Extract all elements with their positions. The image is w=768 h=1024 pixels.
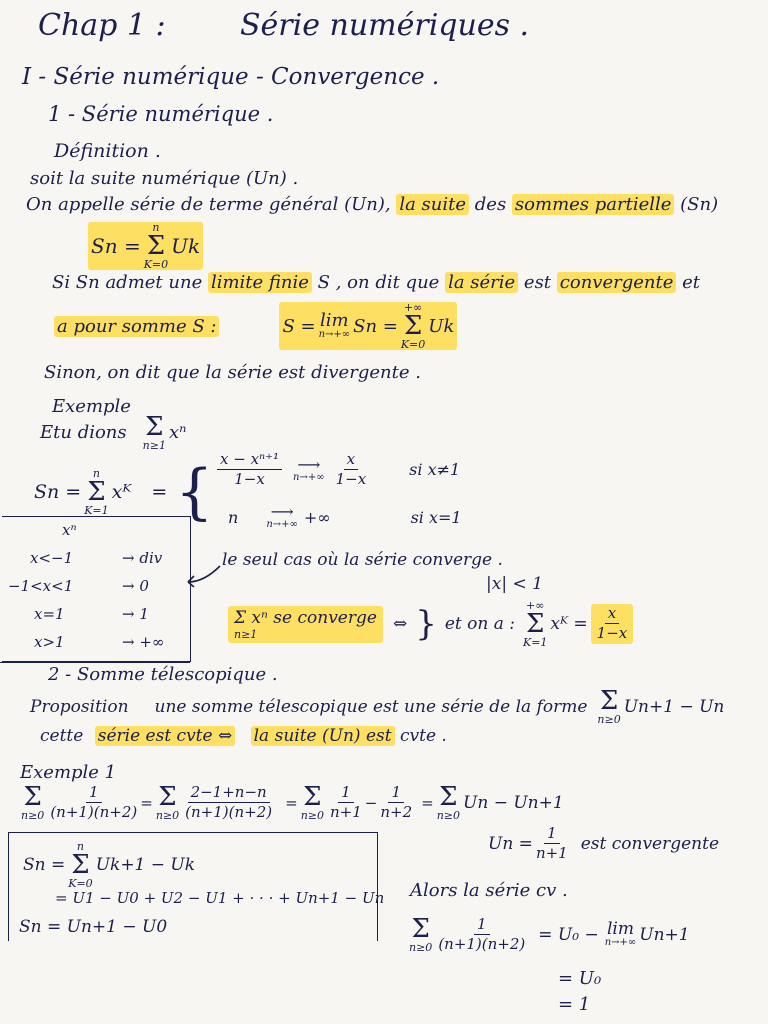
case1-fraction: $\frac{\text{x − xⁿ⁺¹}}{1-x}$ bbox=[217, 452, 282, 488]
sum-symbol: Σ n≥0 bbox=[155, 782, 180, 822]
sum-symbol: +∞ Σ K=0 bbox=[400, 301, 426, 351]
limit-symbol: lim n→+∞ bbox=[318, 310, 351, 340]
definition-line3: Si Sn admet une limite finie S , on dit que la série est convergente et bbox=[52, 272, 700, 293]
sn-lhs: Sn = bbox=[91, 234, 141, 258]
highlight-result-fraction: $\frac{x}{1-x}$ bbox=[591, 604, 634, 644]
sum-symbol: Σ n≥0 bbox=[409, 914, 433, 954]
example2-title: Exemple 1 bbox=[20, 762, 117, 783]
highlight-limite-finie: limite finie bbox=[208, 272, 312, 293]
sum-symbol: n Σ K=0 bbox=[143, 221, 169, 271]
highlight-suite-cvte: la suite (Un) est bbox=[251, 726, 395, 746]
sum-symbol: Σ n≥0 bbox=[597, 686, 621, 726]
case1-limit-fraction: $\frac{x}{1-x}$ bbox=[335, 450, 367, 488]
divider bbox=[0, 662, 190, 663]
table-row: x>1 bbox=[34, 633, 65, 651]
final-result-2: = 1 bbox=[558, 994, 591, 1015]
fraction: $\frac{1}{n+1}$ bbox=[330, 782, 362, 821]
fraction: $\frac{2-1+n-n}{(n+1)(n+2)}$ bbox=[185, 782, 273, 821]
highlight-convergente: convergente bbox=[557, 272, 677, 293]
table-row: → 1 bbox=[122, 605, 149, 623]
definition-line5: Sinon, on dit que la série est divergente . bbox=[44, 362, 421, 383]
fraction: $\frac{1}{n+1}$ bbox=[535, 824, 568, 862]
abs-condition: |x| < 1 bbox=[486, 574, 543, 594]
highlight-serie-cvte: série est cvte ⇔ bbox=[95, 726, 236, 746]
fraction: $\frac{1}{(n+1)(n+2)}$ bbox=[438, 914, 526, 953]
case1: $\frac{\text{x − xⁿ⁺¹}}{1-x}$ ⟶ n→+∞ $\frac{x}{1-x}$ si x≠1 bbox=[214, 452, 460, 488]
section-title: I - Série numérique - Convergence . bbox=[22, 64, 440, 90]
chapter-title: Série numériques . bbox=[240, 8, 530, 43]
highlight-a-pour-somme: a pour somme S : bbox=[54, 316, 219, 337]
final-formula: Σ n≥0 $\frac{1}{(n+1)(n+2)}$ = U₀ − lim n→+∞ Un+1 bbox=[409, 914, 690, 954]
section2-title: 2 - Somme télescopique . bbox=[48, 664, 278, 685]
box-line1: Sn = n Σ K=0 Uk+1 − Uk bbox=[23, 840, 196, 890]
definition-line1: soit la suite numérique (Un) . bbox=[30, 168, 299, 189]
definition-title: Définition . bbox=[54, 140, 161, 162]
limit-formula: S = lim n→+∞ Sn = +∞ Σ K=0 Uk bbox=[279, 302, 457, 350]
limit-symbol: lim n→+∞ bbox=[604, 919, 637, 948]
table-row: −1<x<1 bbox=[8, 577, 74, 595]
case2-arrow: ⟶ n→+∞ bbox=[266, 502, 298, 530]
converge-line: Σ xⁿ se converge n≥1 ⇔ } et on a : +∞ Σ K=1 xᴷ = $\frac{x}{1-x}$ bbox=[228, 600, 636, 648]
table-row: x=1 bbox=[34, 605, 65, 623]
table-header: xⁿ bbox=[62, 521, 77, 539]
sum-symbol: +∞ Σ K=1 bbox=[522, 599, 548, 649]
case1-arrow: ⟶ n→+∞ bbox=[293, 454, 325, 483]
definition-text-c: (Sn) bbox=[680, 194, 719, 215]
telescopic-equation: Σ n≥0 $\frac{1}{(n+1)(n+2)}$ = Σ n≥0 $\frac{2-1+n-n}{(n+1)(n+2)}$ = Σ n≥0 $\frac{1}{n+1}$ − $\frac{1}{n+2}$ = Σ n≥0 Un − Un+1 bbox=[21, 782, 564, 822]
table-row: → 0 bbox=[122, 577, 149, 595]
proposition-line2: cette série est cvte ⇔ la suite (Un) est cvte . bbox=[40, 726, 447, 746]
fraction: $\frac{1}{(n+1)(n+2)}$ bbox=[50, 782, 138, 821]
pointer-arrow-icon bbox=[184, 560, 224, 590]
definition-text-a: On appelle série de terme général (Un), bbox=[26, 194, 391, 215]
definition-line4 bbox=[54, 302, 457, 350]
sum-symbol: Σ n≥0 bbox=[436, 782, 461, 822]
proposition-line: Proposition une somme télescopique est une série de la forme Σ n≥0 Un+1 − Un bbox=[30, 686, 725, 726]
sum-symbol: n Σ K=0 bbox=[68, 840, 93, 890]
definition-text-b: des bbox=[474, 194, 507, 215]
un-definition: Un = $\frac{1}{n+1}$ est convergente bbox=[488, 824, 720, 862]
sum-symbol: Σ n≥0 bbox=[21, 782, 45, 822]
subsection-title: 1 - Série numérique . bbox=[48, 102, 274, 126]
limit-table bbox=[2, 516, 191, 662]
highlight-converge: Σ xⁿ se converge n≥1 bbox=[228, 606, 383, 643]
highlight-suite: la suite bbox=[396, 194, 469, 215]
highlight-sommes-partielles: sommes partielle bbox=[512, 194, 675, 215]
box-line2: = U1 − U0 + U2 − U1 + · · · + Un+1 − Un bbox=[55, 889, 385, 907]
case2: n ⟶ n→+∞ +∞ si x=1 bbox=[228, 502, 462, 530]
example-sn-formula: Sn = n Σ K=1 xᴷ = { bbox=[34, 457, 214, 527]
partial-sum-box bbox=[8, 832, 385, 941]
final-result-1: = U₀ bbox=[558, 968, 602, 989]
sum-symbol: Σ n≥0 bbox=[300, 782, 324, 822]
alors-line: Alors la série cv . bbox=[410, 880, 568, 901]
sn-uk: Uk bbox=[171, 234, 201, 258]
highlight-la-serie: la série bbox=[445, 272, 518, 293]
table-row: → +∞ bbox=[122, 633, 165, 651]
table-row: → div bbox=[122, 549, 163, 567]
fraction: $\frac{1}{n+2}$ bbox=[380, 782, 413, 821]
sn-formula bbox=[88, 222, 203, 270]
example-title: Exemple bbox=[52, 396, 131, 417]
definition-line2 bbox=[26, 194, 718, 215]
example-note: le seul cas où la série converge . bbox=[222, 550, 503, 570]
sum-symbol: n Σ K=1 bbox=[84, 467, 109, 517]
table-row: x<−1 bbox=[30, 549, 74, 567]
chapter-label: Chap 1 : bbox=[38, 8, 166, 43]
box-line3: Sn = Un+1 − U0 bbox=[19, 917, 168, 937]
example-etudions: Etu dions Σ n≥1 xⁿ bbox=[40, 412, 187, 452]
sum-symbol: Σ n≥1 bbox=[142, 412, 166, 452]
